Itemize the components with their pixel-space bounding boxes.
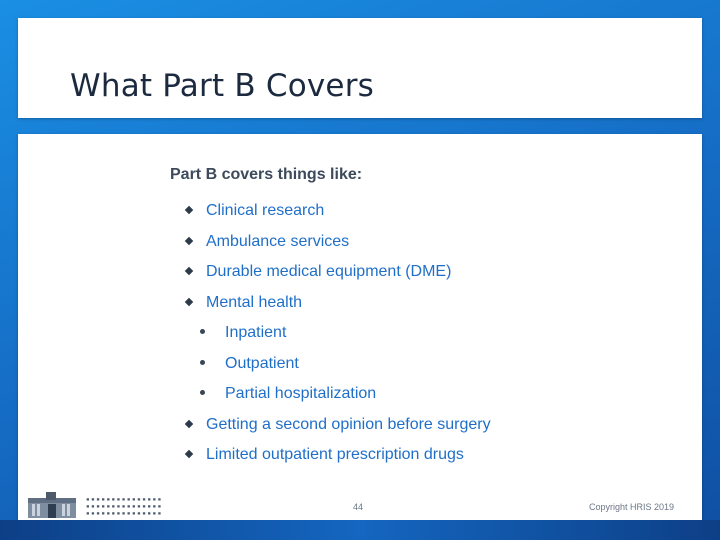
diamond-bullet-icon [185,237,193,245]
bottom-bar [0,520,720,540]
list-item [206,294,302,312]
dot-bullet-icon [200,329,205,334]
company-logo [26,492,168,520]
diamond-bullet-icon [185,450,193,458]
list-item [225,324,286,342]
dot-bullet-icon [200,390,205,395]
logo-wordmark: ▪▪▪▪▪▪▪▪▪▪▪▪▪▪▪ ▪▪▪▪▪▪▪▪▪▪▪▪▪▪▪ ▪▪▪▪▪▪▪▪▪▪▪▪▪▪▪ [86,496,163,517]
diamond-bullet-icon [185,298,193,306]
building-logo-icon [26,492,86,520]
diamond-bullet-icon [185,420,193,428]
list-item-text: Partial hospitalization [225,385,377,402]
title-card [18,18,702,118]
list-item [225,355,299,373]
list-item-text: Inpatient [225,324,287,341]
list-item-text: Ambulance services [206,233,350,250]
diamond-bullet-icon [185,206,193,214]
list-item [206,202,324,220]
list-item-text: Limited outpatient prescription drugs [206,446,464,463]
list-item [206,263,451,281]
list-item-text: Mental health [206,294,303,311]
list-item [206,446,464,464]
copyright-text: Copyright HRIS 2019 [589,502,675,512]
dot-bullet-icon [200,360,205,365]
list-item-text: Clinical research [206,202,325,219]
list-item-text: Getting a second opinion before surgery [206,416,491,433]
content-card [18,134,702,520]
diamond-bullet-icon [185,267,193,275]
list-item [225,385,376,403]
list-item [206,233,349,251]
list-item-text: Outpatient [225,355,299,372]
list-item-text: Durable medical equipment (DME) [206,263,452,280]
list-heading: Part B covers things like: [170,166,363,183]
slide-title: What Part B Covers [70,68,375,104]
page-number: 44 [353,502,364,512]
list-item [206,416,491,434]
